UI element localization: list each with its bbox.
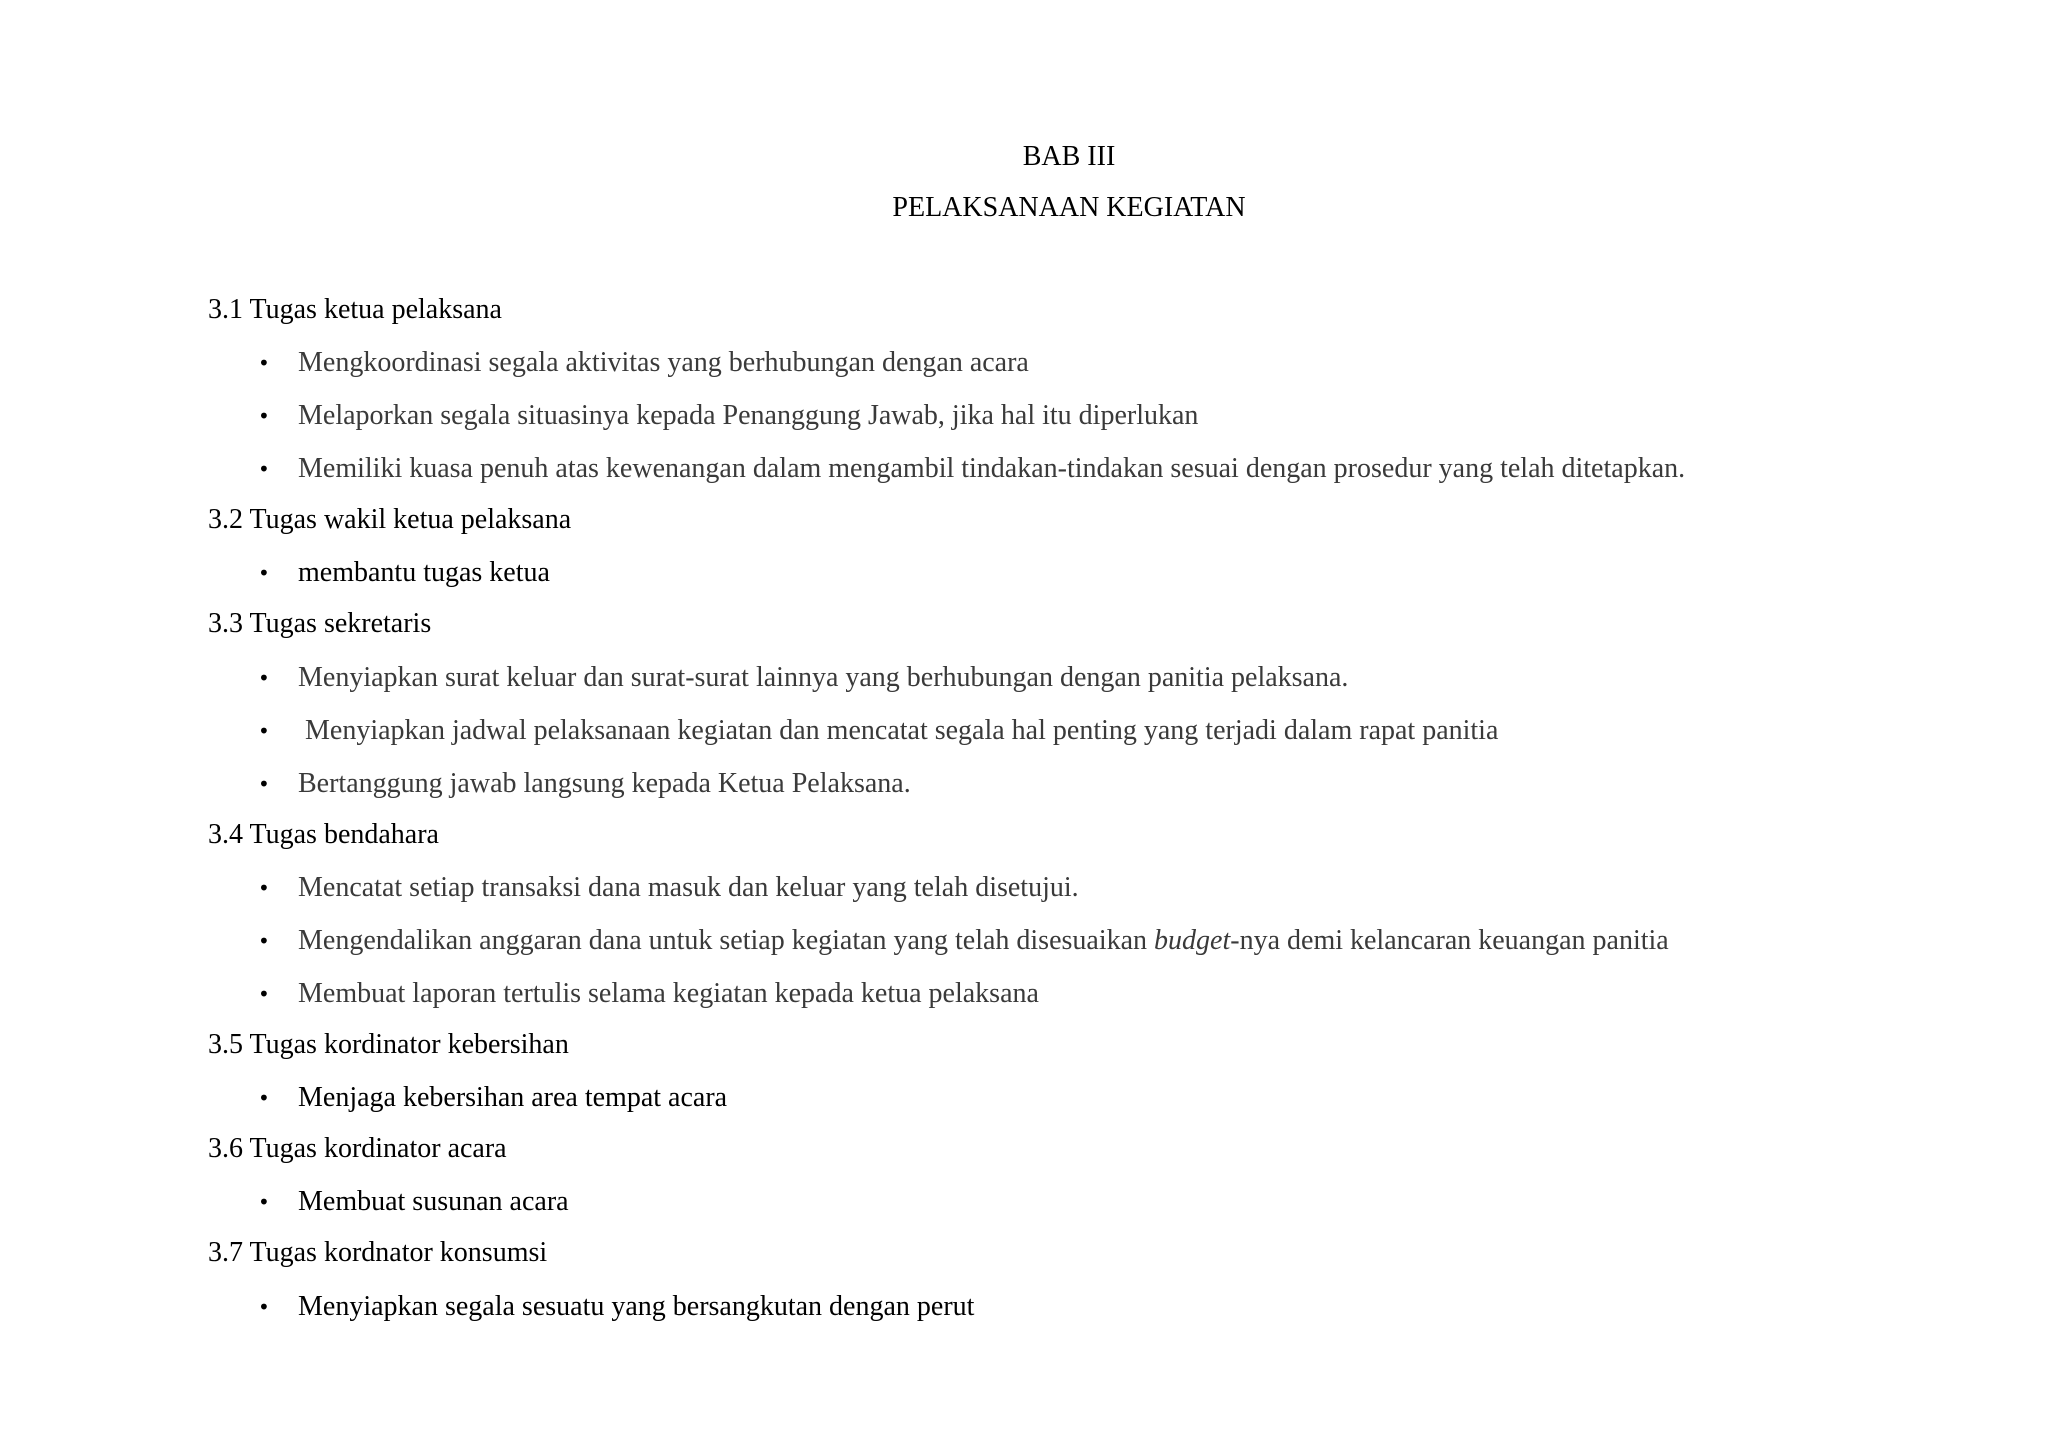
list-item [258,714,1499,749]
list-item [258,399,1199,434]
list-item [258,1081,728,1116]
list-item-text-after: -nya demi kelancaran keuangan panitia [1230,925,1669,956]
list-item-text: Menyiapkan surat keluar dan surat-surat lainnya yang berhubungan dengan panitia pelaksana. [298,662,1349,693]
list-item-text: Menyiapkan segala sesuatu yang bersangkutan dengan perut [298,1291,975,1322]
section-heading-3-2: 3.2 Tugas wakil ketua pelaksana [208,504,572,535]
list-item-text-before: Mengendalikan anggaran dana untuk setiap kegiatan yang telah disesuaikan [298,925,1155,956]
section-heading-3-7: 3.7 Tugas kordnator konsumsi [208,1237,548,1268]
section-heading-3-3: 3.3 Tugas sekretaris [208,608,432,639]
list-item-text: Bertanggung jawab langsung kepada Ketua Pelaksana. [298,768,911,799]
bullet-icon: • [258,457,270,481]
bullet-icon: • [258,719,270,743]
bullet-icon: • [258,1190,270,1214]
list-item [258,1290,975,1325]
list-item-text: Memiliki kuasa penuh atas kewenangan dalam mengambil tindakan-tindakan sesuai dengan prosedur yang telah ditetapkan. [298,453,1686,484]
bullet-icon: • [258,666,270,690]
section-heading-3-6: 3.6 Tugas kordinator acara [208,1133,507,1164]
bullet-icon: • [258,1086,270,1110]
list-item [258,924,1669,959]
list-item-text: Melaporkan segala situasinya kepada Penanggung Jawab, jika hal itu diperlukan [298,400,1199,431]
section-heading-3-4: 3.4 Tugas bendahara [208,819,439,850]
list-item-text: Membuat susunan acara [298,1186,569,1217]
bullet-icon: • [258,1295,270,1319]
list-item [258,346,1029,381]
list-item [258,1185,569,1220]
bullet-icon: • [258,772,270,796]
section-heading-3-5: 3.5 Tugas kordinator kebersihan [208,1029,569,1060]
list-item-text: Menjaga kebersihan area tempat acara [298,1082,728,1113]
chapter-title: PELAKSANAAN KEGIATAN [892,192,1246,223]
chapter-number: BAB III [1022,141,1116,172]
list-item [258,767,911,802]
bullet-icon: • [258,982,270,1006]
bullet-icon: • [258,561,270,585]
list-item-text [298,924,1669,958]
list-item [258,977,1039,1012]
list-item-text: Mencatat setiap transaksi dana masuk dan keluar yang telah disetujui. [298,872,1079,903]
bullet-icon: • [258,929,270,953]
list-item-text: Mengkoordinasi segala aktivitas yang berhubungan dengan acara [298,347,1029,378]
list-item [258,452,1686,487]
list-item-text: Menyiapkan jadwal pelaksanaan kegiatan dan mencatat segala hal penting yang terjadi dalam rapat panitia [305,715,1499,746]
section-heading-3-1: 3.1 Tugas ketua pelaksana [208,294,502,325]
bullet-icon: • [258,876,270,900]
list-item [258,556,550,591]
bullet-icon: • [258,351,270,375]
list-item-text-italic: budget [1154,925,1231,956]
bullet-icon: • [258,404,270,428]
list-item-text: membantu tugas ketua [298,557,550,588]
list-item-text: Membuat laporan tertulis selama kegiatan kepada ketua pelaksana [298,978,1039,1009]
list-item [258,871,1079,906]
list-item [258,661,1349,696]
